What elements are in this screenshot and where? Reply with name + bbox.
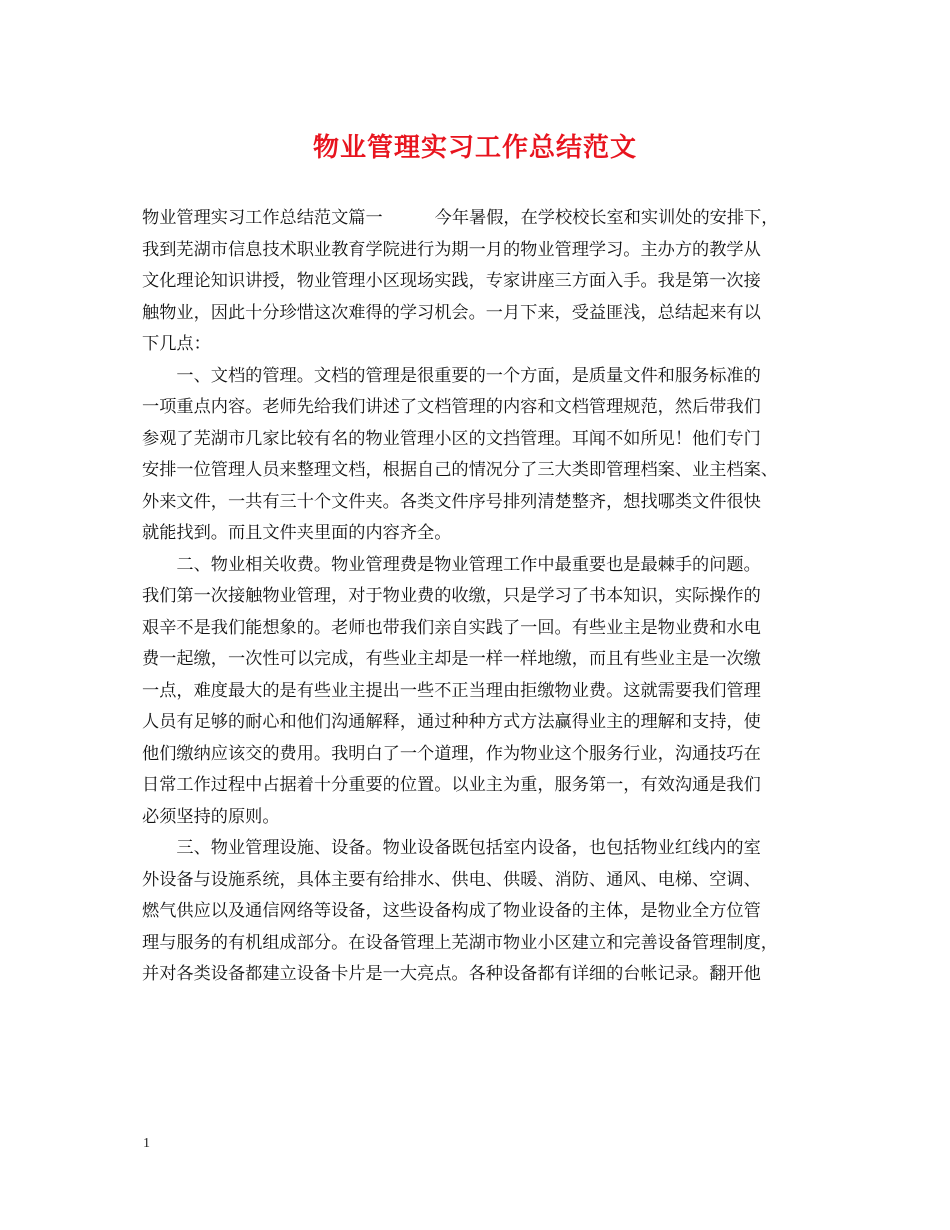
document-title: 物业管理实习工作总结范文 <box>312 133 637 163</box>
body-line: 必须坚持的原则。 <box>142 806 280 827</box>
body-line: 二、物业相关收费。物业管理费是物业管理工作中最重要也是最棘手的问题。 <box>142 554 761 575</box>
body-line: 一项重点内容。老师先给我们讲述了文档管理的内容和文档管理规范，然后带我们 <box>142 397 761 417</box>
intro-label: 物业管理实习工作总结范文篇一 <box>142 208 383 228</box>
body-line: 就能找到。而且文件夹里面的内容齐全。 <box>142 523 452 543</box>
body-line: 一、文档的管理。文档的管理是很重要的一个方面，是质量文件和服务标准的 <box>142 365 761 386</box>
body-line: 人员有足够的耐心和他们沟通解释，通过种种方式方法赢得业主的理解和支持，使 <box>142 712 761 732</box>
body-line: 费一起缴，一次性可以完成，有些业主却是一样一样地缴，而且有些业主是一次缴 <box>142 649 761 669</box>
body-line: 一点，难度最大的是有些业主提出一些不正当理由拒缴物业费。这就需要我们管理 <box>142 680 761 701</box>
body-line: 日常工作过程中占据着十分重要的位置。以业主为重，服务第一，有效沟通是我们 <box>142 775 761 795</box>
body-line: 下几点： <box>142 334 211 354</box>
body-line: 外来文件，一共有三十个文件夹。各类文件序号排列清楚整齐，想找哪类文件很快 <box>142 491 761 512</box>
body-line: 外设备与设施系统，具体主要有给排水、供电、供暖、消防、通风、电梯、空调、 <box>142 869 761 890</box>
intro-first-line-rest: 今年暑假，在学校校长室和实训处的安排下， <box>434 208 779 228</box>
body-line: 三、物业管理设施、设备。物业设备既包括室内设备，也包括物业红线内的室 <box>142 838 761 858</box>
body-line: 触物业，因此十分珍惜这次难得的学习机会。一月下来，受益匪浅，总结起来有以 <box>142 302 761 323</box>
page-number: 1 <box>143 1136 150 1151</box>
body-line: 我们第一次接触物业管理，对于物业费的收缴，只是学习了书本知识，实际操作的 <box>142 586 761 606</box>
body-line: 文化理论知识讲授，物业管理小区现场实践，专家讲座三方面入手。我是第一次接 <box>142 271 761 291</box>
body-line: 并对各类设备都建立设备卡片是一大亮点。各种设备都有详细的台帐记录。翻开他 <box>142 964 761 984</box>
body-line: 艰辛不是我们能想象的。老师也带我们亲自实践了一回。有些业主是物业费和水电 <box>142 617 761 638</box>
body-line: 他们缴纳应该交的费用。我明白了一个道理，作为物业这个服务行业，沟通技巧在 <box>142 743 761 764</box>
intro-line <box>142 203 832 235</box>
body-line: 燃气供应以及通信网络等设备，这些设备构成了物业设备的主体，是物业全方位管 <box>142 901 761 921</box>
document-body <box>142 203 832 991</box>
body-line: 我到芜湖市信息技术职业教育学院进行为期一月的物业管理学习。主办方的教学从 <box>142 239 761 260</box>
body-line: 安排一位管理人员来整理文档，根据自己的情况分了三大类即管理档案、业主档案、 <box>142 460 778 480</box>
body-line: 参观了芜湖市几家比较有名的物业管理小区的文挡管理。耳闻不如所见！他们专门 <box>142 428 761 449</box>
body-line: 理与服务的有机组成部分。在设备管理上芜湖市物业小区建立和完善设备管理制度， <box>142 932 778 953</box>
